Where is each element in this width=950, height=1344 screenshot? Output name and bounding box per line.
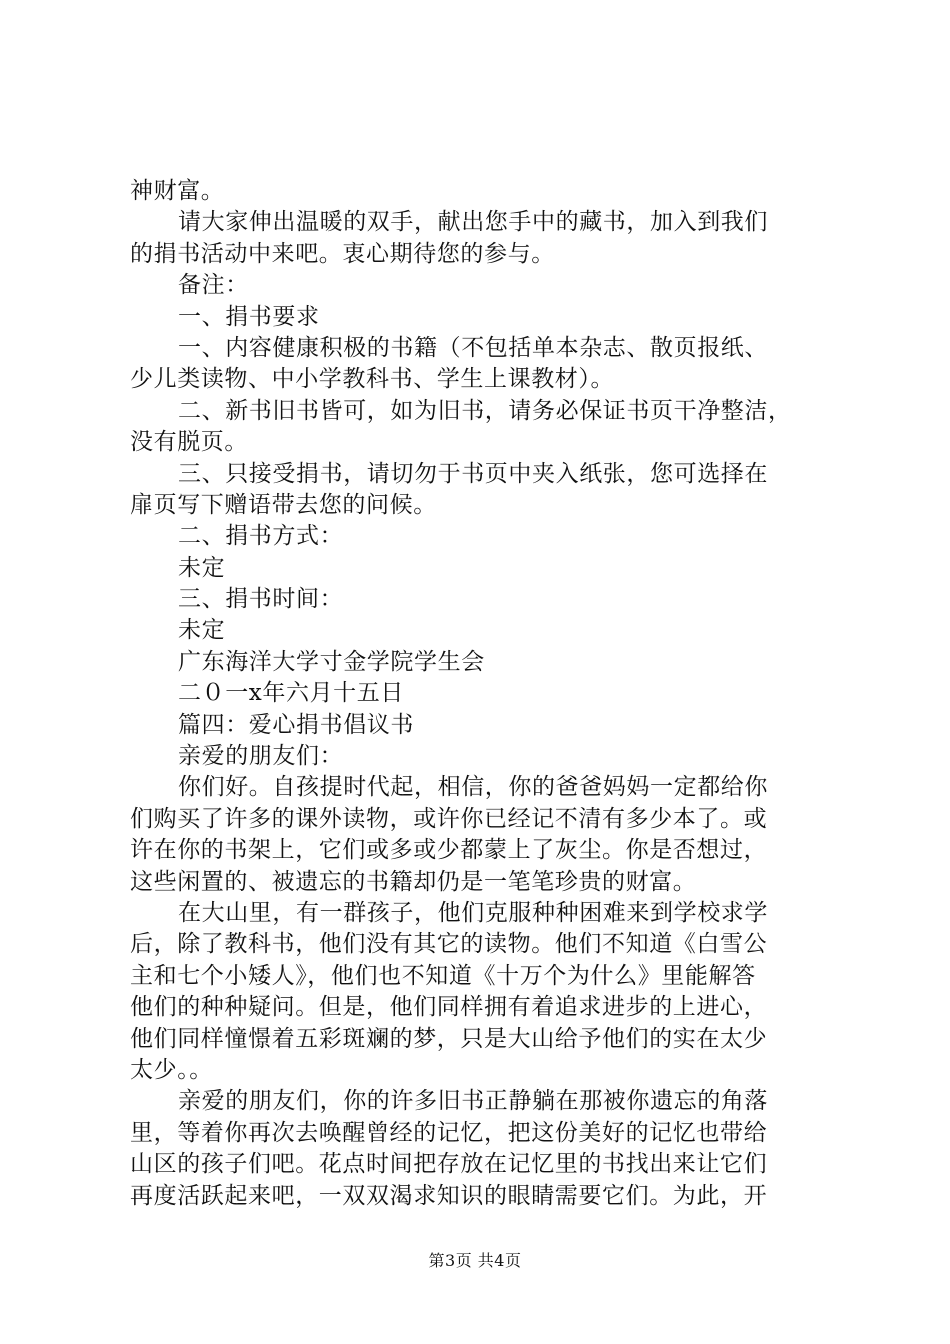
section-heading: 三、捐书时间：	[178, 586, 344, 613]
signature-organization: 广东海洋大学寸金学院学生会	[178, 648, 485, 675]
text-line: 备注：	[178, 272, 249, 299]
page-footer	[0, 1248, 950, 1271]
text-line: 主和七个小矮人》，他们也不知道《十万个为什么》里能解答	[130, 962, 756, 989]
section-heading: 二、捐书方式：	[178, 523, 344, 550]
salutation: 亲爱的朋友们：	[178, 743, 344, 770]
text-line: 神财富。	[130, 178, 225, 204]
text-line: 他们同样憧憬着五彩斑斓的梦，只是大山给予他们的实在太少	[130, 1025, 768, 1052]
text-line: 里，等着你再次去唤醒曾经的记忆，把这份美好的记忆也带给	[130, 1119, 768, 1146]
text-line: 少儿类读物、中小学教科书、学生上课教材）。	[130, 366, 615, 393]
text-line: 太少。。	[130, 1056, 213, 1083]
signature-date: 二０一x年六月十五日	[178, 680, 404, 707]
text-line: 在大山里，有一群孩子，他们克服种种困难来到学校求学	[178, 899, 768, 926]
text-line: 再度活跃起来吧，一双双渴求知识的眼睛需要它们。为此，开	[130, 1182, 768, 1209]
text-line: 没有脱页。	[130, 429, 248, 456]
text-line: 你们好。自孩提时代起，相信，你的爸爸妈妈一定都给你	[178, 774, 768, 801]
text-line: 一、内容健康积极的书籍（不包括单本杂志、散页报纸、	[178, 334, 768, 361]
text-line: 三、只接受捐书，请切勿于书页中夹入纸张，您可选择在	[178, 460, 768, 487]
text-line: 许在你的书架上，它们或多或少都蒙上了灰尘。你是否想过，	[130, 837, 768, 864]
text-line: 请大家伸出温暖的双手，献出您手中的藏书，加入到我们	[178, 209, 768, 236]
text-line: 未定	[178, 617, 226, 644]
text-line: 山区的孩子们吧。花点时间把存放在记忆里的书找出来让它们	[130, 1151, 768, 1178]
page-number: 第3页 共4页	[428, 1251, 522, 1270]
text-line: 扉页写下赠语带去您的问候。	[130, 491, 437, 518]
section-heading: 一、捐书要求	[178, 303, 320, 330]
text-line: 亲爱的朋友们，你的许多旧书正静躺在那被你遗忘的角落	[178, 1088, 768, 1115]
text-line: 二、新书旧书皆可，如为旧书，请务必保证书页干净整洁，	[178, 397, 792, 424]
text-line: 他们的种种疑问。但是，他们同样拥有着追求进步的上进心，	[130, 994, 768, 1021]
text-line: 们购买了许多的课外读物，或许你已经记不清有多少本了。或	[130, 805, 768, 832]
text-line: 这些闲置的、被遗忘的书籍却仍是一笔笔珍贵的财富。	[130, 868, 697, 895]
text-line: 后，除了教科书，他们没有其它的读物。他们不知道《白雪公	[130, 931, 768, 958]
text-line: 的捐书活动中来吧。衷心期待您的参与。	[130, 240, 555, 267]
text-line: 未定	[178, 554, 226, 581]
document-body	[130, 176, 840, 1212]
article-title: 篇四：爱心捐书倡议书	[178, 711, 414, 738]
